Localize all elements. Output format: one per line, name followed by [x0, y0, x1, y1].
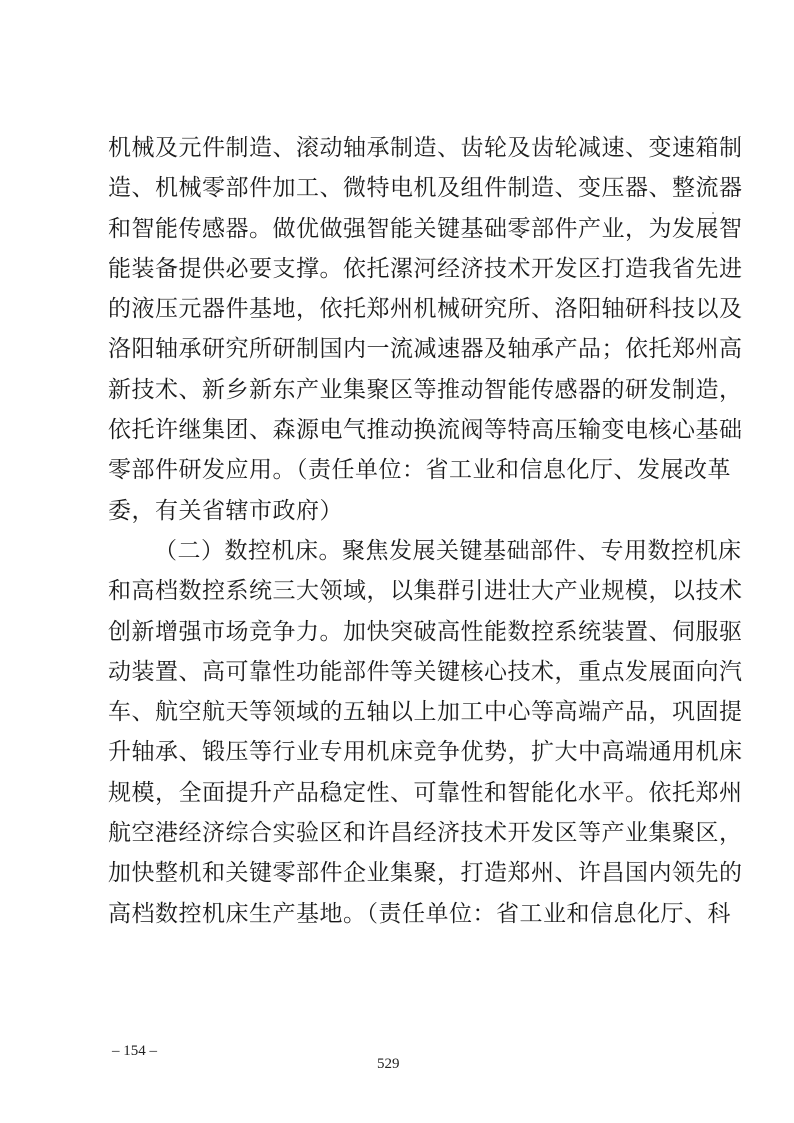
- text-line: 造、机械零部件加工、微特电机及组件制造、变压器、整流器: [108, 175, 743, 202]
- text-line: 机械及元件制造、滚动轴承制造、齿轮及齿轮减速、变速箱制: [108, 135, 743, 161]
- text-line: 动装置、高可靠性功能部件等关键核心技术，重点发展面向汽: [108, 658, 743, 685]
- text-line: 委，有关省辖市政府）: [108, 497, 343, 524]
- text-line: 航空港经济综合实验区和许昌经济技术开发区等产业集聚区，: [108, 820, 743, 847]
- text-line: 和高档数控系统三大领域，以集群引进壮大产业规模，以技术: [108, 578, 743, 605]
- paragraph-1: [108, 128, 743, 531]
- text-line: 新技术、新乡新东产业集聚区等推动智能传感器的研发制造，: [108, 376, 743, 403]
- text-line: 和智能传感器。做优做强智能关键基础零部件产业，为发展智: [108, 215, 743, 242]
- text-line: 能装备提供必要支撑。依托漯河经济技术开发区打造我省先进: [108, 255, 743, 282]
- text-line: 加快整机和关键零部件企业集聚，打造郑州、许昌国内领先的: [108, 860, 743, 887]
- page-number-sequence: 529: [377, 1056, 400, 1072]
- scan-speck: [712, 212, 714, 214]
- text-line: 规模，全面提升产品稳定性、可靠性和智能化水平。依托郑州: [108, 779, 743, 806]
- text-line: 洛阳轴承研究所研制国内一流减速器及轴承产品；依托郑州高: [108, 336, 743, 363]
- page-number-original: – 154 –: [112, 1043, 157, 1059]
- text-line: 零部件研发应用。（责任单位：省工业和信息化厅、发展改革: [108, 457, 731, 484]
- text-line: 升轴承、锻压等行业专用机床竞争优势，扩大中高端通用机床: [108, 739, 743, 766]
- text-line: 高档数控机床生产基地。（责任单位：省工业和信息化厅、科: [108, 900, 731, 927]
- section-heading-line: （二）数控机床。聚焦发展关键基础部件、专用数控机床: [154, 537, 742, 564]
- text-line: 创新增强市场竞争力。加快突破高性能数控系统装置、伺服驱: [108, 618, 743, 645]
- text-line: 的液压元器件基地，依托郑州机械研究所、洛阳轴研科技以及: [108, 296, 743, 323]
- text-line: 依托许继集团、森源电气推动换流阀等特高压输变电核心基础: [108, 417, 743, 444]
- document-body: [108, 128, 743, 934]
- paragraph-2: [108, 531, 743, 934]
- text-line: 车、航空航天等领域的五轴以上加工中心等高端产品，巩固提: [108, 699, 743, 726]
